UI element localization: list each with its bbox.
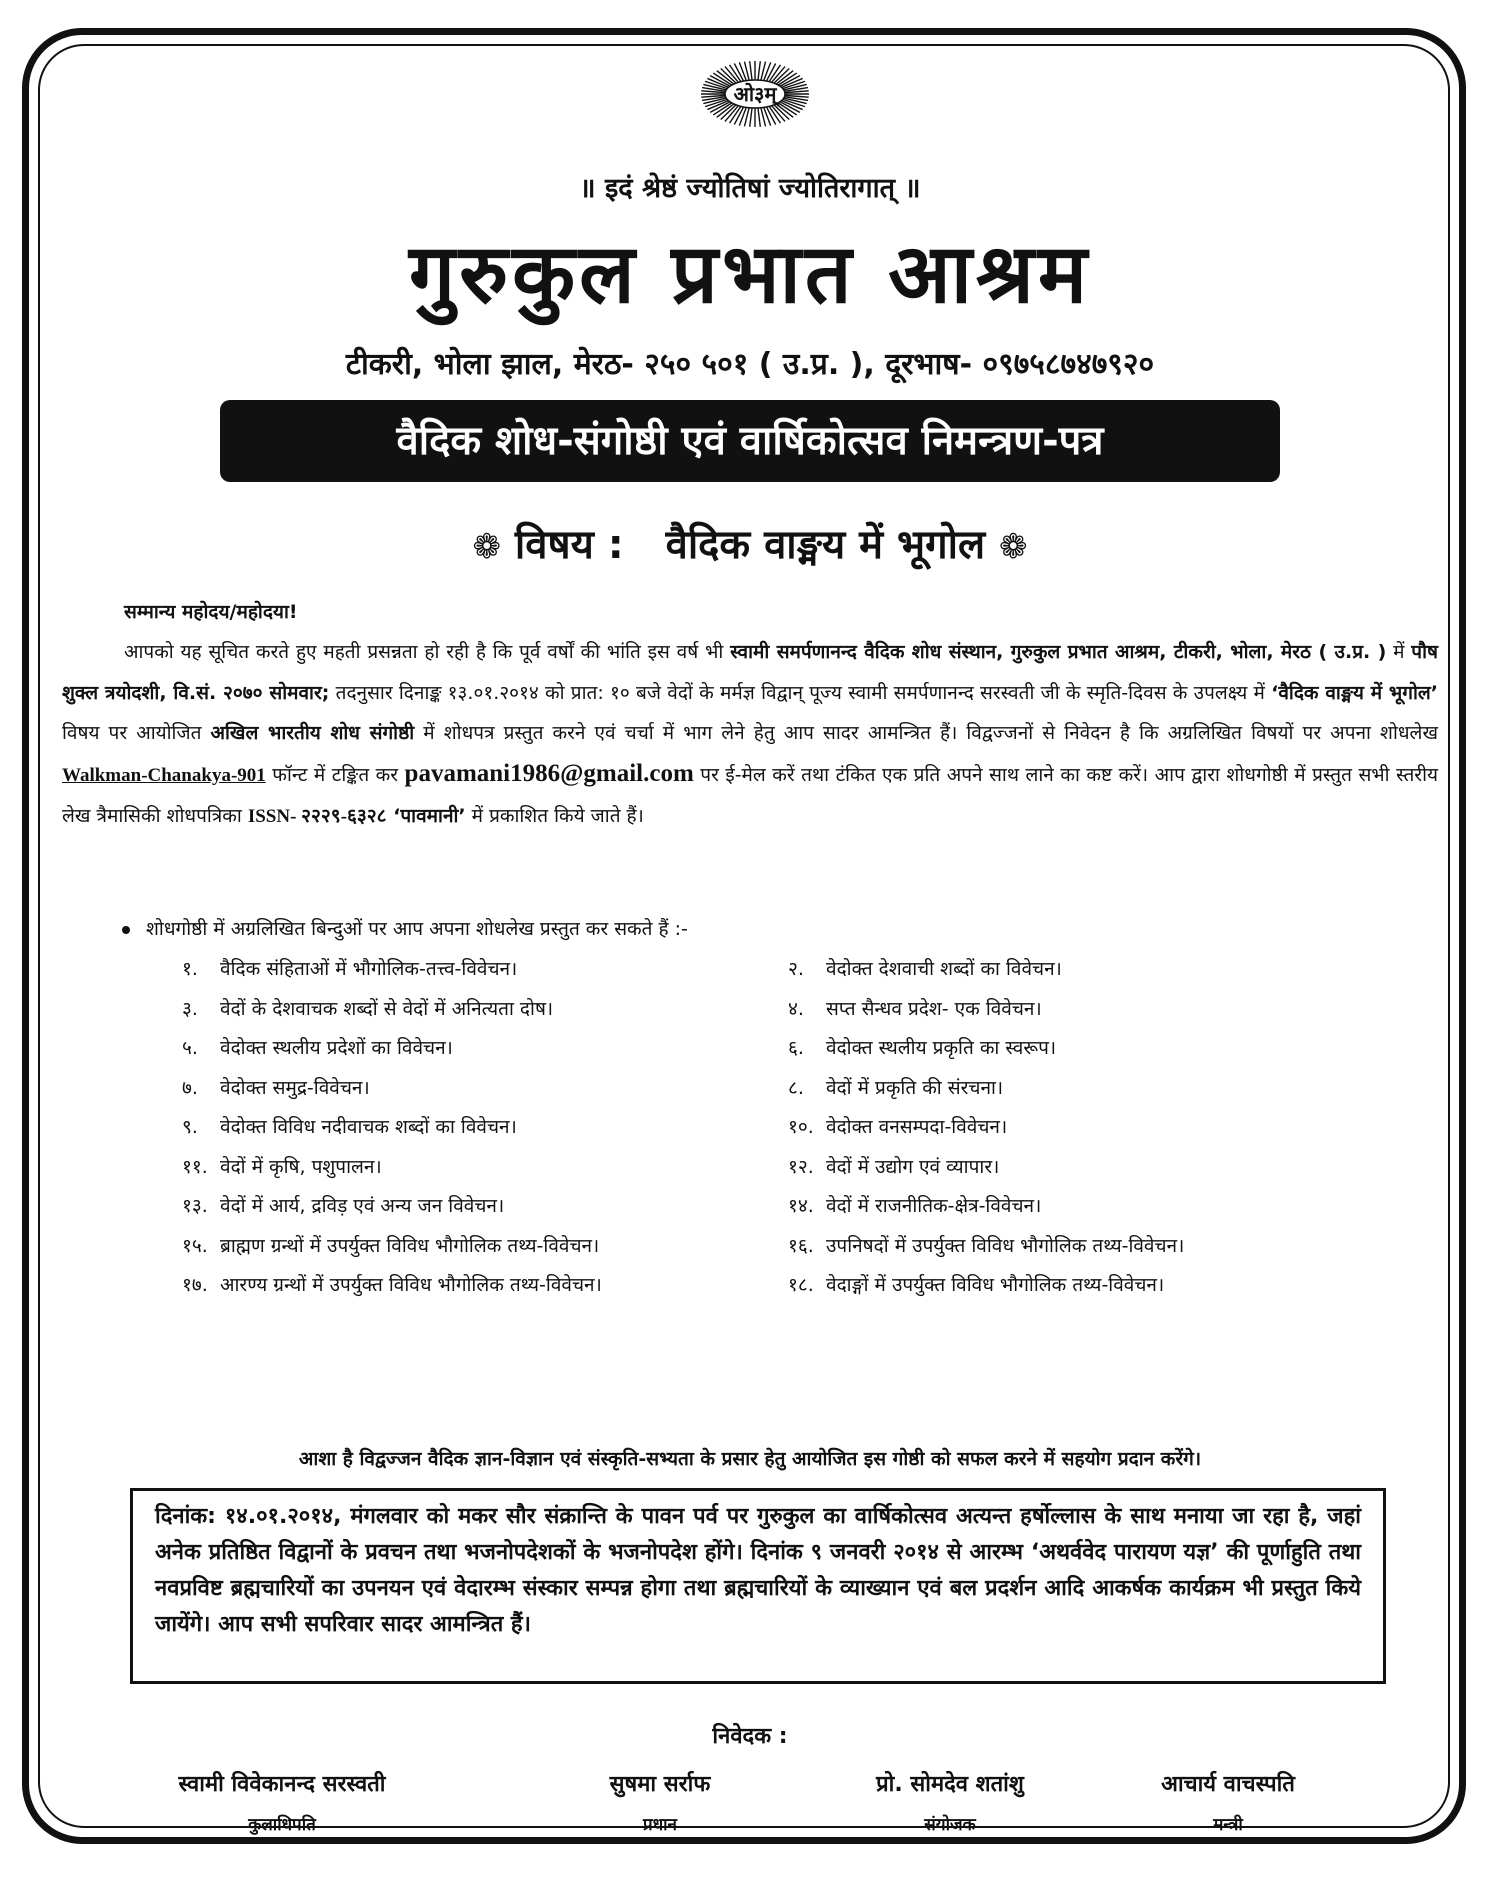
topic-item [182,1271,602,1297]
topic-item [788,995,1042,1021]
signatory [1048,1768,1408,1835]
subject-line [62,515,1438,570]
om-emblem [700,60,810,130]
topic-text: वेदों में आर्य, द्रविड़ एवं अन्य जन विवेचन। [220,1195,505,1217]
topic-item [788,1271,1164,1297]
festival-text: दिनांक: १४.०१.२०१४, मंगलवार को मकर सौर संक्रान्ति के पावन पर्व पर गुरुकुल का वार्षिकोत्सव अत्यन्त हर्षोल्लास के साथ मनाया जा रहा है, जहां अनेक प्रतिष्ठित विद्वानों के प्रवचन तथा भजनोपदेशकों के भजनोपदेश होंगे। दिनांक ९ जनवरी २०१४ से आरम्भ ‘अथर्ववेद पारायण यज्ञ’ की पूर्णाहुति तथा नवप्रविष्ट ब्रह्मचारियों का उपनयन एवं वेदारम्भ संस्कार सम्पन्न होगा तथा ब्रह्मचारियों के व्याख्यान एवं बल प्रदर्शन आदि आकर्षक कार्यक्रम भी प्रस्तुत किये जायेंगे। आप सभी सपरिवार सादर आमन्त्रित हैं। [155,1504,1361,1637]
signatory [102,1768,462,1835]
topic-number: ५. [182,1037,198,1059]
topic-item [182,1074,370,1100]
topic-number: १५. [182,1234,208,1257]
address-line: टीकरी, भोला झाल, मेरठ- २५० ५०१ ( उ.प्र. ), दूरभाष- ०९७५८७४७९२० [345,347,1155,382]
topic-number: ९. [182,1116,198,1138]
letter-body: आपको यह सूचित करते हुए महती प्रसन्नता हो रही है कि पूर्व वर्षों की भांति इस वर्ष भी स्वामी समर्पणानन्द वैदिक शोध संस्थान, गुरुकुल प्रभात आश्रम, टीकरी, भोला, मेरठ ( उ.प्र. ) में पौष शुक्ल त्रयोदशी, वि.सं. २०७० सोमवार; तदनुसार दिनाङ्क १३.०१.२०१४ को प्रात: १० बजे वेदों के मर्मज्ञ विद्वान् पूज्य स्वामी समर्पणानन्द सरस्वती जी के स्मृति-दिवस के उपलक्ष्य में ‘वैदिक वाङ्मय में भूगोल’ विषय पर आयोजित अखिल भारतीय शोध संगोष्ठी में शोधपत्र प्रस्तुत करने एवं चर्चा में भाग लेने हेतु आप सादर आमन्त्रित हैं। विद्वज्जनों से निवेदन है कि अग्रलिखित विषयों पर अपना शोधलेख Walkman-Chanakya-901 फॉन्ट में टङ्कित कर pavamani1986@gmail.com पर ई-मेल करें तथा टंकित एक प्रति अपने साथ लाने का कष्ट करें। आप द्वारा शोधगोष्ठी में प्रस्तुत सभी स्तरीय लेख त्रैमासिकी शोधपत्रिका ISSN- २२२९-६३२८ ‘पावमानी’ में प्रकाशित किये जाते हैं। [62,641,1439,827]
signatory-name: सुषमा सर्राफ [609,1772,711,1797]
subject-label: विषय : [514,522,624,568]
topic-item [788,1192,1041,1218]
topic-item [182,1034,453,1060]
topic-text: ब्राह्मण ग्रन्थों में उपर्युक्त विविध भौगोलिक तथ्य-विवेचन। [220,1234,600,1257]
topic-text: वेदोक्त समुद्र-विवेचन। [220,1076,370,1099]
topic-item [182,1113,517,1139]
topic-text: वेदों में उद्योग एवं व्यापार। [826,1155,1000,1178]
topic-number: ११. [182,1155,208,1178]
topic-text: वैदिक संहिताओं में भौगोलिक-तत्त्व-विवेचन। [220,958,518,980]
topic-text: वेदों के देशवाचक शब्दों से वेदों में अनित्यता दोष। [220,997,554,1020]
motto: ॥ इदं श्रेष्ठं ज्योतिषां ज्योतिरागात् ॥ [579,173,921,204]
email-address: pavamani1986@gmail.com [404,759,694,787]
signatory-role: प्रधान [643,1815,677,1835]
topic-number: १. [182,958,198,980]
topic-text: वेदाङ्गों में उपर्युक्त विविध भौगोलिक तथ्य-विवेचन। [826,1274,1165,1296]
topic-item [788,955,1062,981]
topic-item [182,995,553,1021]
topic-number: ४. [788,997,804,1020]
nivedak-label: निवेदक : [712,1724,788,1749]
topic-item [182,1192,504,1218]
closing-hope: आशा है विद्वज्जन वैदिक ज्ञान-विज्ञान एवं संस्कृति-सभ्यता के प्रसार हेतु आयोजित इस गोष्ठी को सफल करने में सहयोग प्रदान करेंगे। [298,1448,1202,1470]
flower-icon: ❁ [999,527,1028,567]
flower-icon: ❁ [472,527,501,567]
topics-intro: शोधगोष्ठी में अग्रलिखित बिन्दुओं पर आप अपना शोधलेख प्रस्तुत कर सकते हैं :- [122,915,688,941]
signatory-name: प्रो. सोमदेव शतांशु [876,1772,1024,1797]
topic-number: १३. [182,1195,208,1217]
om-label: ओ३म् [733,82,777,106]
topic-text: वेदों में कृषि, पशुपालन। [220,1155,382,1178]
topic-number: १६. [788,1234,814,1257]
salutation: सम्मान्य महोदय/महोदया! [124,601,298,623]
signatory-role: कुलाधिपति [248,1815,316,1835]
topic-text: वेदों में राजनीतिक-क्षेत्र-विवेचन। [826,1195,1042,1217]
topic-item [788,1232,1184,1258]
topic-number: ७. [182,1076,198,1099]
signatory-role: मन्त्री [1213,1815,1243,1835]
signatory-name: आचार्य वाचस्पति [1161,1772,1295,1797]
topic-text: वेदोक्त स्थलीय प्रकृति का स्वरूप। [826,1037,1057,1059]
topic-item [182,1232,599,1258]
topic-number: १०. [788,1116,814,1138]
topic-number: १८. [788,1274,814,1296]
page-title: गुरुकुल प्रभात आश्रम [408,227,1092,322]
annual-festival-box [130,1488,1386,1684]
font-name: Walkman-Chanakya-901 [62,764,266,786]
topic-number: ८. [788,1076,804,1099]
topic-item [788,1153,999,1179]
topic-item [788,1074,1003,1100]
topic-number: १४. [788,1195,814,1217]
topic-item [788,1113,1007,1139]
bullet-icon [122,926,130,934]
topic-number: ६. [788,1037,804,1059]
topic-item [182,1153,382,1179]
topic-text: वेदोक्त देशवाची शब्दों का विवेचन। [826,958,1062,980]
topic-number: ३. [182,997,198,1020]
signatory-role: संयोजक [924,1815,976,1835]
topic-number: २. [788,958,804,980]
topic-text: वेदोक्त स्थलीय प्रदेशों का विवेचन। [220,1037,453,1059]
invitation-letter [62,60,1439,1835]
invitation-banner: वैदिक शोध-संगोष्ठी एवं वार्षिकोत्सव निमन्त्रण-पत्र [220,400,1280,482]
topic-text: उपनिषदों में उपर्युक्त विविध भौगोलिक तथ्य-विवेचन। [826,1234,1185,1257]
topic-text: वेदोक्त वनसम्पदा-विवेचन। [826,1116,1008,1138]
signatory-name: स्वामी विवेकानन्द सरस्वती [178,1772,386,1797]
issn: ISSN- २२२९-६३२८ [247,806,387,827]
topic-text: वेदोक्त विविध नदीवाचक शब्दों का विवेचन। [220,1116,517,1138]
topic-number: १७. [182,1274,208,1296]
topic-number: १२. [788,1155,814,1178]
subject-value: वैदिक वाङ्मय में भूगोल [665,522,986,568]
topic-text: सप्त सैन्धव प्रदेश- एक विवेचन। [826,997,1042,1020]
topic-text: वेदों में प्रकृति की संरचना। [826,1076,1004,1099]
topic-item [788,1034,1056,1060]
topic-item [182,955,517,981]
topic-text: आरण्य ग्रन्थों में उपर्युक्त विविध भौगोलिक तथ्य-विवेचन। [220,1274,602,1296]
